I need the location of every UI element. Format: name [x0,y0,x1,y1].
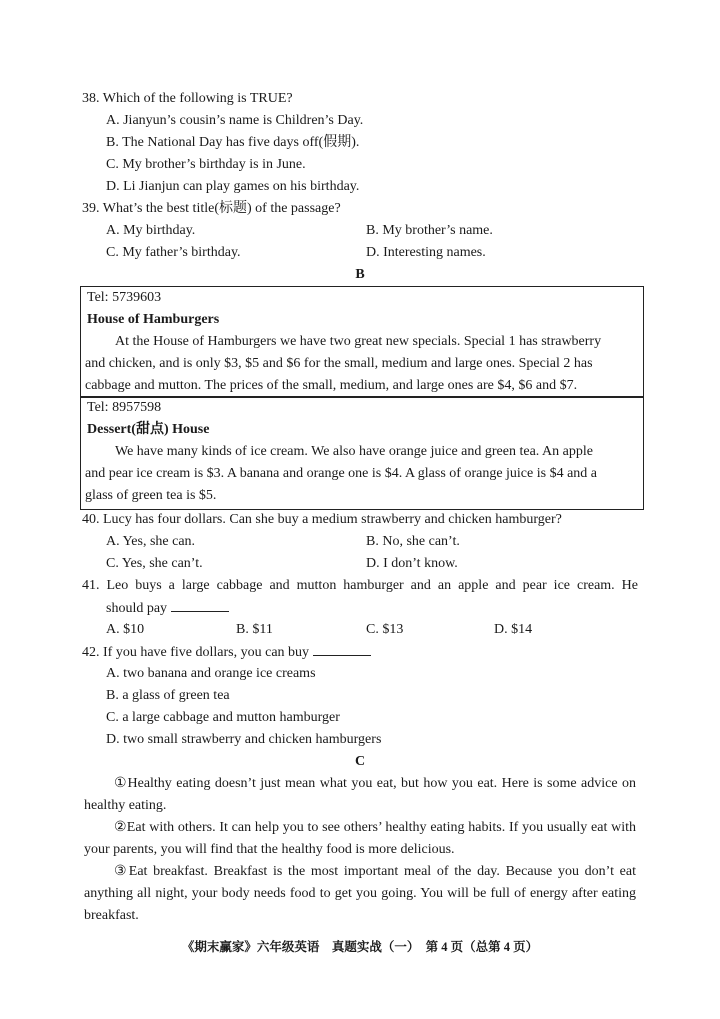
section-b-heading: B [355,267,365,282]
q42-option-c: C. a large cabbage and mutton hamburger [106,710,340,725]
q41-stem: 41. Leo buys a large cabbage and mutton hamburger and an apple and pear ice cream. He [82,578,638,593]
q41-option-c: C. $13 [366,622,404,637]
q42-option-d: D. two small strawberry and chicken hamburgers [106,732,382,747]
ad2-tel: Tel: 8957598 [87,400,162,415]
q41-option-b: B. $11 [236,622,273,637]
q38-option-d: D. Li Jianjun can play games on his birthday. [106,179,360,194]
ad-dessert-box [80,396,644,510]
q41-option-a: A. $10 [106,622,145,637]
q42-stem-line [82,641,371,664]
passage-c-paragraph-3: ③Eat breakfast. Breakfast is the most important meal of the day. Because you don’t eat anything all night, your body needs food to get you going. You will be full of energy after eating breakfast. [84,864,636,923]
passage-c-paragraph-2: ②Eat with others. It can help you to see others’ healthy eating habits. If you usually eat with your parents, you will find that the healthy food is more delicious. [84,820,636,857]
q38-option-a: A. Jianyun’s cousin’s name is Children’s Day. [106,113,364,128]
q41-answer-blank [171,597,229,612]
q41-stem-2: should pay [106,601,168,616]
ad2-line-1: We have many kinds of ice cream. We also have orange juice and green tea. An apple [115,444,593,459]
q39-option-c: C. My father’s birthday. [106,245,241,260]
q42-option-a: A. two banana and orange ice creams [106,666,316,681]
passage-c-paragraph-1: ①Healthy eating doesn’t just mean what you eat, but how you eat. Here is some advice on healthy eating. [84,776,636,813]
q38-stem: 38. Which of the following is TRUE? [82,91,293,106]
q40-option-d: D. I don’t know. [366,556,458,571]
q40-option-b: B. No, she can’t. [366,534,460,549]
ad1-line-1: At the House of Hamburgers we have two great new specials. Special 1 has strawberry [115,334,602,349]
q42-stem: 42. If you have five dollars, you can buy [82,645,310,660]
q39-option-d: D. Interesting names. [366,245,486,260]
ad2-line-2: and pear ice cream is $3. A banana and orange one is $4. A glass of orange juice is $4 and a [85,466,598,481]
q39-option-b: B. My brother’s name. [366,223,493,238]
ad1-tel: Tel: 5739603 [87,290,162,305]
ad1-line-2: and chicken, and is only $3, $5 and $6 for the small, medium and large ones. Special 2 has [85,356,593,371]
q41-option-d: D. $14 [494,622,533,637]
q42-option-b: B. a glass of green tea [106,688,230,703]
section-c-heading: C [354,754,366,769]
q40-option-a: A. Yes, she can. [106,534,196,549]
q42-answer-blank [313,641,371,656]
q41-stem-continued [106,597,229,620]
ad-hamburgers-box [80,286,644,398]
ad1-line-3: cabbage and mutton. The prices of the small, medium, and large ones are $4, $6 and $7. [85,378,578,393]
q39-option-a: A. My birthday. [106,223,196,238]
page-footer: 《期末赢家》六年级英语 真题实战（一） 第 4 页（总第 4 页） [181,940,539,954]
q40-stem: 40. Lucy has four dollars. Can she buy a medium strawberry and chicken hamburger? [82,512,562,527]
ad1-title: House of Hamburgers [87,312,220,327]
q40-option-c: C. Yes, she can’t. [106,556,203,571]
q39-stem: 39. What’s the best title(标题) of the passage? [82,201,341,216]
q38-option-b: B. The National Day has five days off(假期). [106,135,360,150]
ad2-title: Dessert(甜点) House [87,422,210,437]
q38-option-c: C. My brother’s birthday is in June. [106,157,306,172]
ad2-line-3: glass of green tea is $5. [85,488,217,503]
